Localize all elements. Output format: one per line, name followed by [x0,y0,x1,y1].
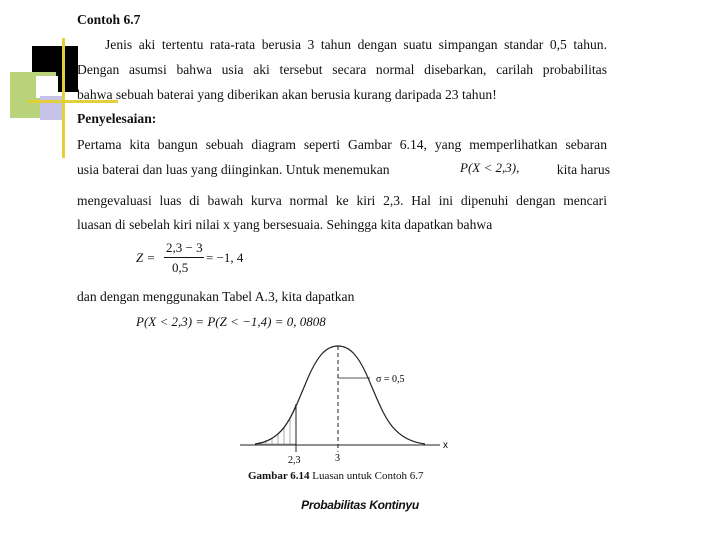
decor-square-white [36,76,58,98]
problem-line-3: bahwa sebuah baterai yang diberikan akan berusia kurang daripada 23 tahun! [77,87,497,102]
example-title: Contoh 6.7 [77,12,141,27]
z-denominator: 0,5 [172,260,189,275]
sigma-label: σ = 0,5 [376,374,405,385]
z-rhs: = −1, 4 [206,250,244,265]
x-axis-label: x [443,440,448,451]
decor-vertical-line [62,38,65,158]
bell-curve [255,346,425,444]
solution-line-2a: usia baterai dan luas yang diinginkan. Untuk menemukan [77,162,390,177]
z-lhs: Z = [136,250,156,265]
solution-line-4: luasan di sebelah kiri nilai x yang bersesuaia. Sehingga kita dapatkan bahwa [77,217,493,232]
caption-text: Luasan untuk Contoh 6.7 [309,470,424,482]
inline-probability: P(X < 2,3), [460,160,520,175]
solution-line-2b: kita harus [556,162,610,177]
shading-hatch [260,419,290,444]
tick-label-mean: 3 [335,453,340,464]
solution-line-3: mengevaluasi luas di bawah kurva normal ke kiri 2,3. Hal ini dipenuhi dengan mencari [77,193,607,208]
problem-line-2: Dengan asumsi bahwa usia aki tersebut secara normal disebarkan, carilah probabilitas [77,62,607,77]
tick-label-2-3: 2,3 [288,455,301,466]
probability-equation: P(X < 2,3) = P(Z < −1,4) = 0, 0808 [136,314,326,329]
footer-title: Probabilitas Kontinyu [301,498,419,512]
fraction-bar [164,257,204,258]
solution-title: Penyelesaian: [77,111,157,126]
problem-line-1: Jenis aki tertentu rata-rata berusia 3 tahun dengan suatu simpangan standar 0,5 tahun. [105,37,607,52]
z-numerator: 2,3 − 3 [166,240,203,255]
normal-curve-figure [230,340,460,470]
figure-caption [248,470,424,482]
solution-line-5: dan dengan menggunakan Tabel A.3, kita dapatkan [77,289,355,304]
caption-bold: Gambar 6.14 [248,470,310,482]
solution-line-1: Pertama kita bangun sebuah diagram seperti Gambar 6.14, yang memperlihatkan sebaran [77,137,607,152]
